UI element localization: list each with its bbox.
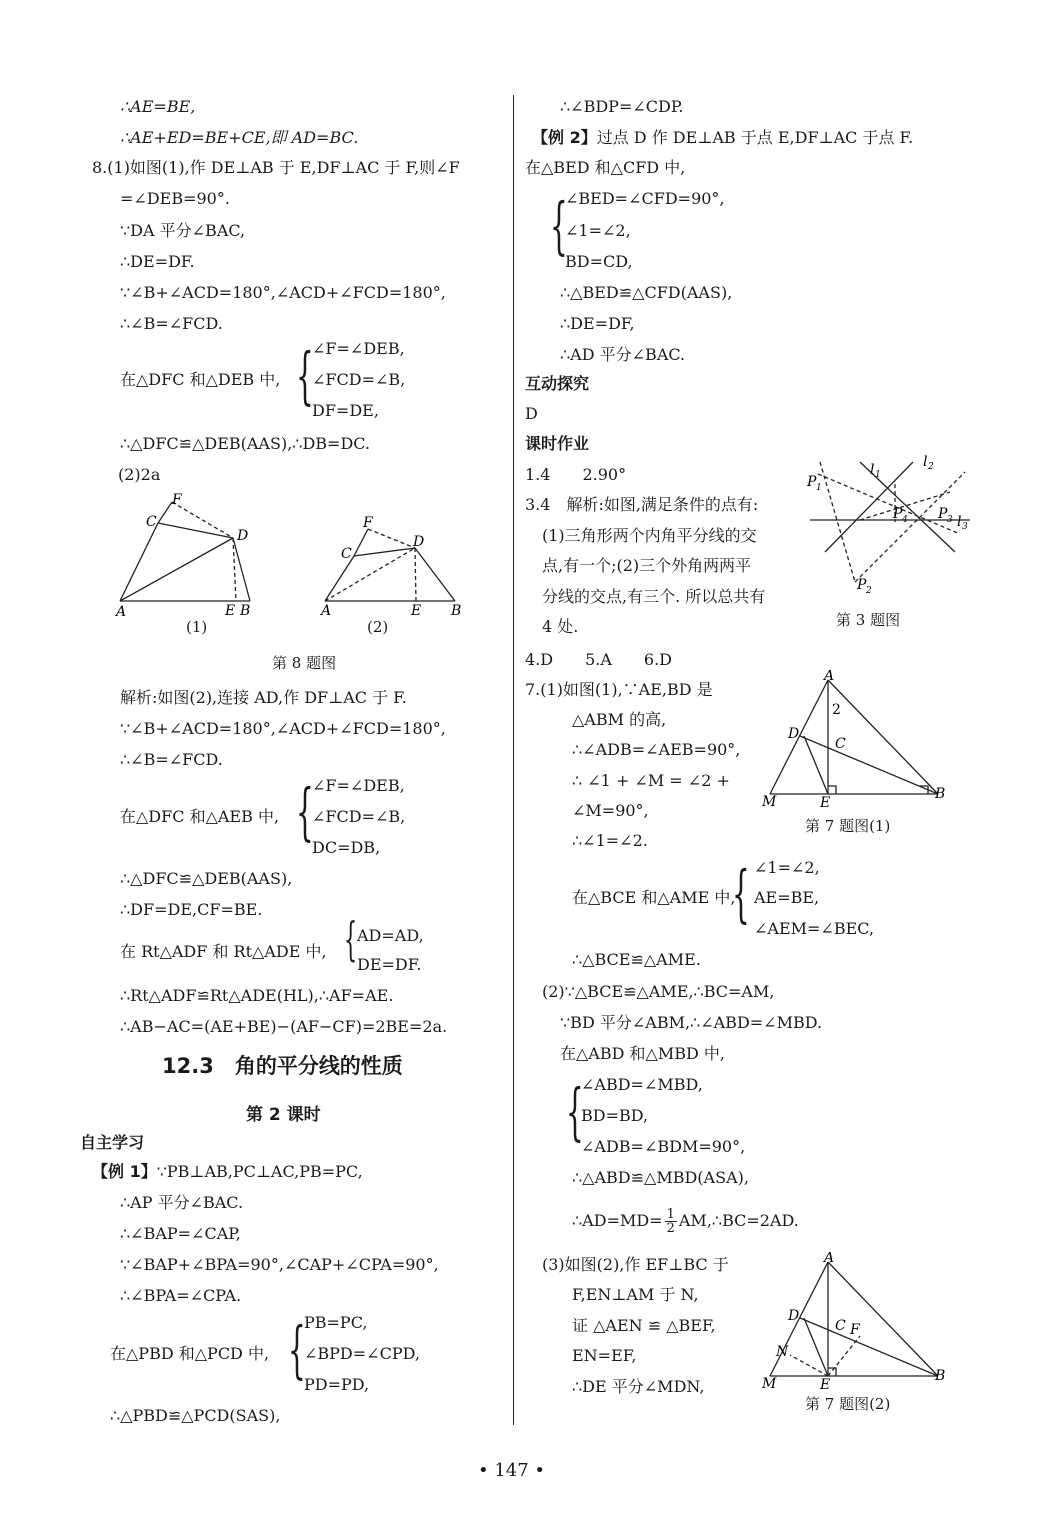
- right-angle-e: [828, 786, 836, 794]
- example-2-brace-item: BD=CD,: [565, 252, 633, 271]
- page-number: • 147 •: [478, 1460, 546, 1481]
- fraction-denominator: 2: [666, 1221, 675, 1236]
- q7b-brace-item: ∠ABD=∠MBD,: [581, 1075, 703, 1094]
- label-a: A: [824, 1252, 835, 1266]
- example-1-text: ∵PB⊥AB,PC⊥AC,PB=PC,: [156, 1162, 363, 1181]
- q8-line: ∵∠B+∠ACD=180°,∠ACD+∠FCD=180°,: [120, 283, 446, 302]
- segment-cf: [354, 529, 368, 556]
- segment-cd: [354, 548, 415, 556]
- solution-line: ∴AB−AC=(AE+BE)−(AF−CF)=2BE=2a.: [120, 1017, 448, 1036]
- example-1-brace-pre: 在△PBD 和△PCD 中,: [110, 1344, 270, 1363]
- homework-line: 4.D 5.A 6.D: [525, 650, 673, 669]
- section-title: 12.3 角的平分线的性质: [162, 1054, 403, 1078]
- segment-ad: [120, 538, 233, 601]
- label-c: C: [146, 514, 157, 530]
- fraction-half: [665, 1208, 677, 1235]
- label-m: M: [762, 794, 777, 810]
- example-2-line: ∴△BED≌△CFD(AAS),: [560, 283, 733, 302]
- bisector-3: [855, 472, 965, 582]
- segment-ad: [325, 548, 415, 601]
- q7-brace-item: ∠AEM=∠BEC,: [754, 919, 875, 938]
- brace: {: [550, 189, 568, 262]
- segment-fd: [368, 529, 415, 548]
- brace: {: [732, 857, 750, 930]
- example-1-line: ∴∠BPA=∠CPA.: [120, 1286, 242, 1305]
- label-d: D: [788, 726, 800, 742]
- label-b: B: [451, 603, 462, 619]
- label-b: B: [935, 1368, 946, 1384]
- q7-line: ∴△BCE≌△AME.: [572, 950, 701, 969]
- brace: {: [344, 912, 358, 966]
- solution-rt-pre: 在 Rt△ADF 和 Rt△ADE 中,: [120, 942, 327, 961]
- q8-line: ∵DA 平分∠BAC,: [120, 221, 246, 240]
- q8-brace-item: ∠FCD=∠B,: [312, 370, 406, 389]
- q7b-text: ∴AD=MD=: [572, 1211, 663, 1230]
- example-2-tag: 【例 2】: [532, 128, 597, 147]
- column-divider: [513, 95, 514, 1425]
- q7-brace-pre: 在△BCE 和△AME 中,: [572, 888, 736, 907]
- q7b-line: (2)∵△BCE≌△AME,∴BC=AM,: [542, 982, 775, 1001]
- solution-rt-item: AD=AD,: [357, 926, 424, 945]
- label-p3: P: [938, 506, 948, 522]
- q7b-brace-item: BD=BD,: [581, 1106, 649, 1125]
- segment-cf: [158, 502, 172, 523]
- label-l3: l: [957, 514, 962, 530]
- solution-line: ∴△DFC≌△DEB(AAS),: [120, 869, 293, 888]
- q8-brace-pre: 在△DFC 和△DEB 中,: [120, 370, 281, 389]
- q7b-line: 在△ABD 和△MBD 中,: [560, 1044, 725, 1063]
- label-p4: P: [893, 506, 903, 522]
- homework-line: 3.4 解析:如图,满足条件的点有:: [525, 495, 759, 514]
- q7-line: ∴ ∠1 + ∠M = ∠2 +: [572, 771, 730, 790]
- label-p1-sub: 1: [816, 483, 822, 493]
- q7b-text: AM,∴BC=2AD.: [678, 1211, 799, 1230]
- example-2-text: 过点 D 作 DE⊥AB 于点 E,DF⊥AC 于点 F.: [596, 128, 914, 147]
- label-n: N: [776, 1344, 789, 1360]
- label-a: A: [824, 670, 835, 684]
- solution-line: ∵∠B+∠ACD=180°,∠ACD+∠FCD=180°,: [120, 719, 446, 738]
- solution-brace-item: ∠F=∠DEB,: [312, 776, 405, 795]
- solution-brace-item: ∠FCD=∠B,: [312, 807, 406, 826]
- fig8-label-2: (2): [367, 618, 389, 636]
- segment-db: [800, 1318, 938, 1376]
- segment-db: [800, 736, 938, 794]
- brace: {: [566, 1075, 584, 1148]
- q7b-line: ∵BD 平分∠ABM,∴∠ABD=∠MBD.: [560, 1013, 823, 1032]
- example-1-line: ∴AP 平分∠BAC.: [120, 1193, 244, 1212]
- label-c: C: [341, 546, 352, 562]
- example-1-line: [92, 1162, 363, 1182]
- label-l1: l: [870, 462, 875, 478]
- segment-de: [804, 1318, 828, 1376]
- solution-brace-pre: 在△DFC 和△AEB 中,: [120, 807, 280, 826]
- label-2: 2: [832, 702, 841, 718]
- bisector-1: [818, 474, 960, 534]
- fig7-2-diagram: [760, 1252, 950, 1392]
- example-1-brace-item: PD=PD,: [304, 1375, 370, 1394]
- fig7-2-caption: 第 7 题图(2): [805, 1395, 891, 1413]
- segment-cd: [158, 523, 233, 538]
- solution-line: ∴Rt△ADF≌Rt△ADE(HL),∴AF=AE.: [120, 986, 394, 1005]
- example-2-brace-item: ∠BED=∠CFD=90°,: [565, 189, 725, 208]
- fig8-1-diagram: [110, 488, 270, 638]
- label-p2: P: [857, 577, 867, 593]
- bisector-2: [820, 462, 855, 582]
- label-e: E: [411, 603, 422, 619]
- label-p4-sub: 4: [902, 515, 908, 525]
- segment-de: [804, 736, 828, 794]
- label-p2-sub: 2: [866, 586, 872, 596]
- example-1-line: ∵∠BAP+∠BPA=90°,∠CAP+∠CPA=90°,: [120, 1255, 439, 1274]
- text-line: ∴AE=BE,: [120, 97, 196, 116]
- q8b-answer: (2)2a: [118, 465, 161, 484]
- homework-line: 点,有一个;(2)三个外角两两平: [542, 556, 752, 575]
- q7-line: △ABM 的高,: [572, 710, 667, 729]
- segment-db: [415, 548, 455, 601]
- example-2-brace-item: ∠1=∠2,: [565, 221, 631, 240]
- label-d: D: [237, 528, 249, 544]
- q7b-brace-item: ∠ADB=∠BDM=90°,: [581, 1137, 746, 1156]
- interactive-answer: D: [525, 404, 538, 423]
- example-1-line: ∴△PBD≌△PCD(SAS),: [110, 1406, 281, 1425]
- segment-ef: [828, 1336, 860, 1376]
- segment-ac: [325, 556, 354, 601]
- solution-line: ∴DF=DE,CF=BE.: [120, 900, 263, 919]
- fig3-diagram: [805, 452, 975, 602]
- q8-line: 8.(1)如图(1),作 DE⊥AB 于 E,DF⊥AC 于 F,则∠F: [92, 158, 460, 177]
- fig8-2-diagram: [315, 508, 475, 638]
- fig7-1-diagram: [760, 670, 950, 810]
- segment-ac: [120, 523, 158, 601]
- example-2-line: ∴DE=DF,: [560, 314, 635, 333]
- segment-en: [790, 1355, 828, 1376]
- q7b-fraction-line: [572, 1206, 799, 1236]
- q7-line: ∴∠1=∠2.: [572, 831, 648, 850]
- label-f: F: [172, 492, 182, 508]
- label-m: M: [762, 1376, 777, 1392]
- fraction-numerator: 1: [666, 1207, 675, 1222]
- q7c-line: 证 △AEN ≌ △BEF,: [572, 1316, 716, 1335]
- label-p3-sub: 3: [947, 515, 953, 525]
- label-l1-sub: 1: [875, 470, 881, 480]
- label-f: F: [850, 1322, 860, 1338]
- q8-line: =∠DEB=90°.: [120, 189, 230, 208]
- label-l3-sub: 3: [962, 522, 968, 532]
- label-a: A: [321, 603, 332, 619]
- lesson-title: 第 2 课时: [246, 1105, 321, 1125]
- homework-heading: 课时作业: [525, 434, 590, 453]
- label-d: D: [413, 534, 425, 550]
- self-study-heading: 自主学习: [80, 1133, 145, 1152]
- q7-brace-item: ∠1=∠2,: [754, 858, 820, 877]
- interactive-heading: 互动探究: [525, 374, 590, 393]
- label-d: D: [788, 1308, 800, 1324]
- homework-line: (1)三角形两个内角平分线的交: [542, 526, 757, 545]
- homework-line: 分线的交点,有三个. 所以总共有: [542, 587, 766, 606]
- q8-brace-item: ∠F=∠DEB,: [312, 339, 405, 358]
- label-p1: P: [807, 474, 817, 490]
- brace: {: [296, 775, 314, 848]
- q7c-line: ∴DE 平分∠MDN,: [572, 1377, 705, 1396]
- text-line: ∴∠BDP=∠CDP.: [560, 97, 684, 116]
- solution-line: 解析:如图(2),连接 AD,作 DF⊥AC 于 F.: [120, 688, 407, 707]
- label-l2: l: [923, 454, 928, 470]
- example-2-line: 在△BED 和△CFD 中,: [525, 158, 686, 177]
- example-2-line: ∴AD 平分∠BAC.: [560, 345, 686, 364]
- text-line: ∴AE+ED=BE+CE,即 AD=BC.: [120, 128, 359, 147]
- q8-line: ∴DE=DF.: [120, 252, 195, 271]
- label-b: B: [240, 603, 251, 619]
- q7c-line: (3)如图(2),作 EF⊥BC 于: [542, 1255, 729, 1274]
- q8-line: ∴∠B=∠FCD.: [120, 314, 223, 333]
- example-1-brace-item: PB=PC,: [304, 1313, 368, 1332]
- solution-line: ∴∠B=∠FCD.: [120, 750, 223, 769]
- solution-brace-item: DC=DB,: [312, 838, 381, 857]
- example-1-tag: 【例 1】: [92, 1162, 157, 1181]
- example-2-line: [532, 128, 913, 148]
- fig8-caption: 第 8 题图: [272, 654, 337, 672]
- q7c-line: EN=EF,: [572, 1346, 637, 1365]
- q7-line: ∠M=90°,: [572, 801, 649, 820]
- label-e: E: [820, 795, 831, 810]
- fig7-1-caption: 第 7 题图(1): [805, 817, 891, 835]
- example-1-line: ∴∠BAP=∠CAP,: [120, 1224, 241, 1243]
- label-c: C: [835, 1318, 846, 1334]
- brace: {: [288, 1313, 306, 1386]
- label-e: E: [225, 603, 236, 619]
- label-a: A: [116, 604, 127, 620]
- q7-line: 7.(1)如图(1),∵AE,BD 是: [525, 680, 713, 699]
- example-1-brace-item: ∠BPD=∠CPD,: [304, 1344, 420, 1363]
- q8-line: ∴△DFC≌△DEB(AAS),∴DB=DC.: [120, 434, 371, 453]
- label-l2-sub: 2: [928, 462, 934, 472]
- brace: {: [296, 339, 314, 412]
- solution-rt-item: DE=DF.: [357, 955, 422, 974]
- segment-de: [415, 548, 416, 601]
- fig8-label-1: (1): [186, 618, 208, 636]
- segment-db: [233, 538, 250, 601]
- q7-brace-item: AE=BE,: [754, 888, 820, 907]
- q7-line: ∴∠ADB=∠AEB=90°,: [572, 740, 741, 759]
- label-f: F: [363, 515, 373, 531]
- label-e: E: [820, 1377, 831, 1392]
- q8-brace-item: DF=DE,: [312, 401, 379, 420]
- label-c: C: [835, 736, 846, 752]
- fig3-caption: 第 3 题图: [836, 611, 901, 629]
- q7c-line: F,EN⊥AM 于 N,: [572, 1285, 699, 1304]
- homework-line: 1.4 2.90°: [525, 465, 627, 484]
- label-b: B: [935, 786, 946, 802]
- q7b-line: ∴△ABD≌△MBD(ASA),: [572, 1168, 749, 1187]
- homework-line: 4 处.: [542, 617, 579, 636]
